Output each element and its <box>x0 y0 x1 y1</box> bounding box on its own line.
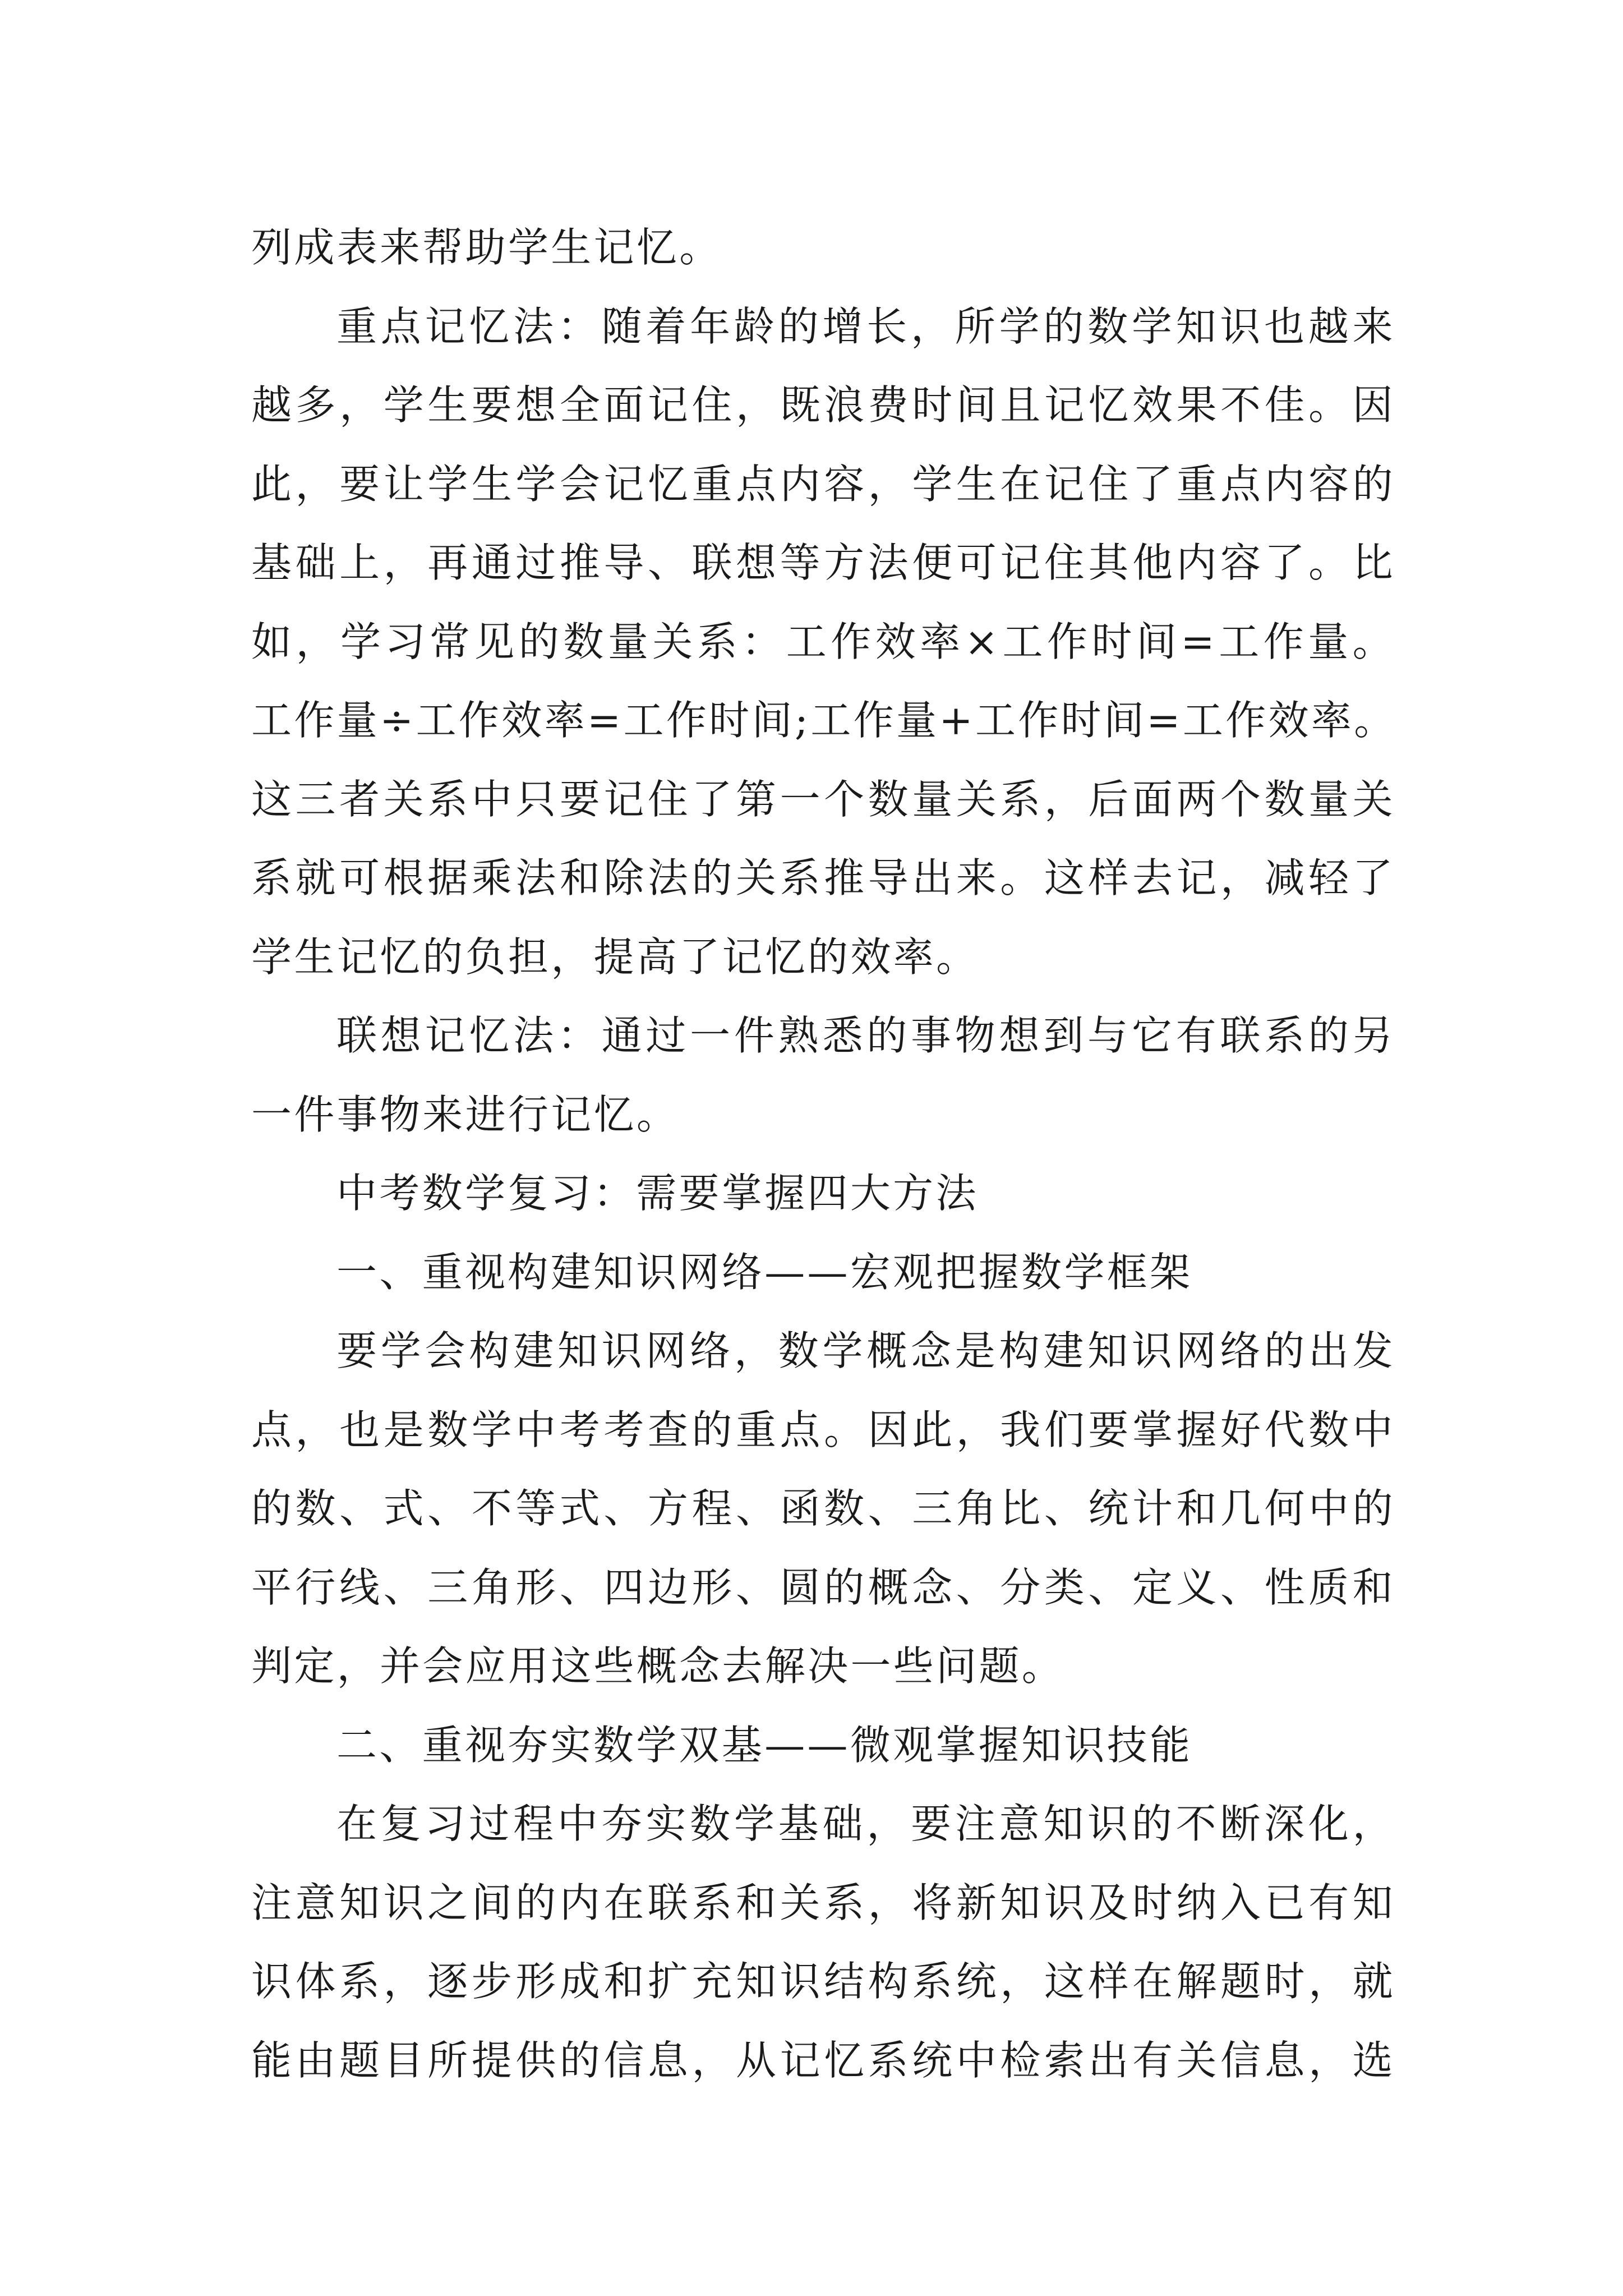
text-line: 如，学习常见的数量关系：工作效率×工作时间=工作量。 <box>251 618 1395 665</box>
section-heading-two <box>251 1706 1395 1785</box>
text-line: 点，也是数学中考考查的重点。因此，我们要掌握好代数中 <box>251 1406 1395 1453</box>
heading-text: 二、重视夯实数学双基——微观掌握知识技能 <box>336 1721 1193 1769</box>
text-line: 越多，学生要想全面记住，既浪费时间且记忆效果不佳。因 <box>251 381 1395 429</box>
paragraph-association-memory-method <box>251 996 1395 1154</box>
text-line: 能由题目所提供的信息，从记忆系统中检索出有关信息，选 <box>251 2036 1395 2084</box>
text-line: 工作量÷工作效率=工作时间;工作量+工作时间=工作效率。 <box>251 697 1397 744</box>
section-heading-one <box>251 1233 1395 1312</box>
text-line: 一件事物来进行记忆。 <box>251 1091 680 1138</box>
text-line: 在复习过程中夯实数学基础，要注意知识的不断深化， <box>336 1800 1395 1847</box>
text-line: 重点记忆法：随着年龄的增长，所学的数学知识也越来 <box>336 302 1395 350</box>
text-line: 注意知识之间的内在联系和关系，将新知识及时纳入已有知 <box>251 1879 1395 1926</box>
section-heading-exam-review <box>251 1154 1395 1233</box>
paragraph-knowledge-network <box>251 1312 1395 1706</box>
heading-text: 一、重视构建知识网络——宏观把握数学框架 <box>336 1248 1193 1296</box>
text-line: 平行线、三角形、四边形、圆的概念、分类、定义、性质和 <box>251 1563 1395 1611</box>
paragraph-foundations <box>251 1784 1395 2100</box>
text-line: 这三者关系中只要记住了第一个数量关系，后面两个数量关 <box>251 775 1395 823</box>
text-line: 系就可根据乘法和除法的关系推导出来。这样去记，减轻了 <box>251 854 1395 901</box>
text-line: 识体系，逐步形成和扩充知识结构系统，这样在解题时，就 <box>251 1958 1395 2005</box>
text-line: 要学会构建知识网络，数学概念是构建知识网络的出发 <box>336 1327 1395 1374</box>
text-line: 列成表来帮助学生记忆。 <box>251 224 722 271</box>
text-line: 此，要让学生学会记忆重点内容，学生在记住了重点内容的 <box>251 460 1395 508</box>
paragraph-0 <box>251 208 1395 287</box>
heading-text: 中考数学复习：需要掌握四大方法 <box>336 1170 979 1217</box>
paragraph-key-memory-method <box>251 287 1395 997</box>
text-line: 基础上，再通过推导、联想等方法便可记住其他内容了。比 <box>251 539 1395 586</box>
text-line: 的数、式、不等式、方程、函数、三角比、统计和几何中的 <box>251 1485 1395 1532</box>
text-line: 判定，并会应用这些概念去解决一些问题。 <box>251 1642 1065 1690</box>
text-line: 联想记忆法：通过一件熟悉的事物想到与它有联系的另 <box>336 1012 1395 1059</box>
text-line: 学生记忆的负担，提高了记忆的效率。 <box>251 933 979 981</box>
document-body <box>251 208 1395 2100</box>
